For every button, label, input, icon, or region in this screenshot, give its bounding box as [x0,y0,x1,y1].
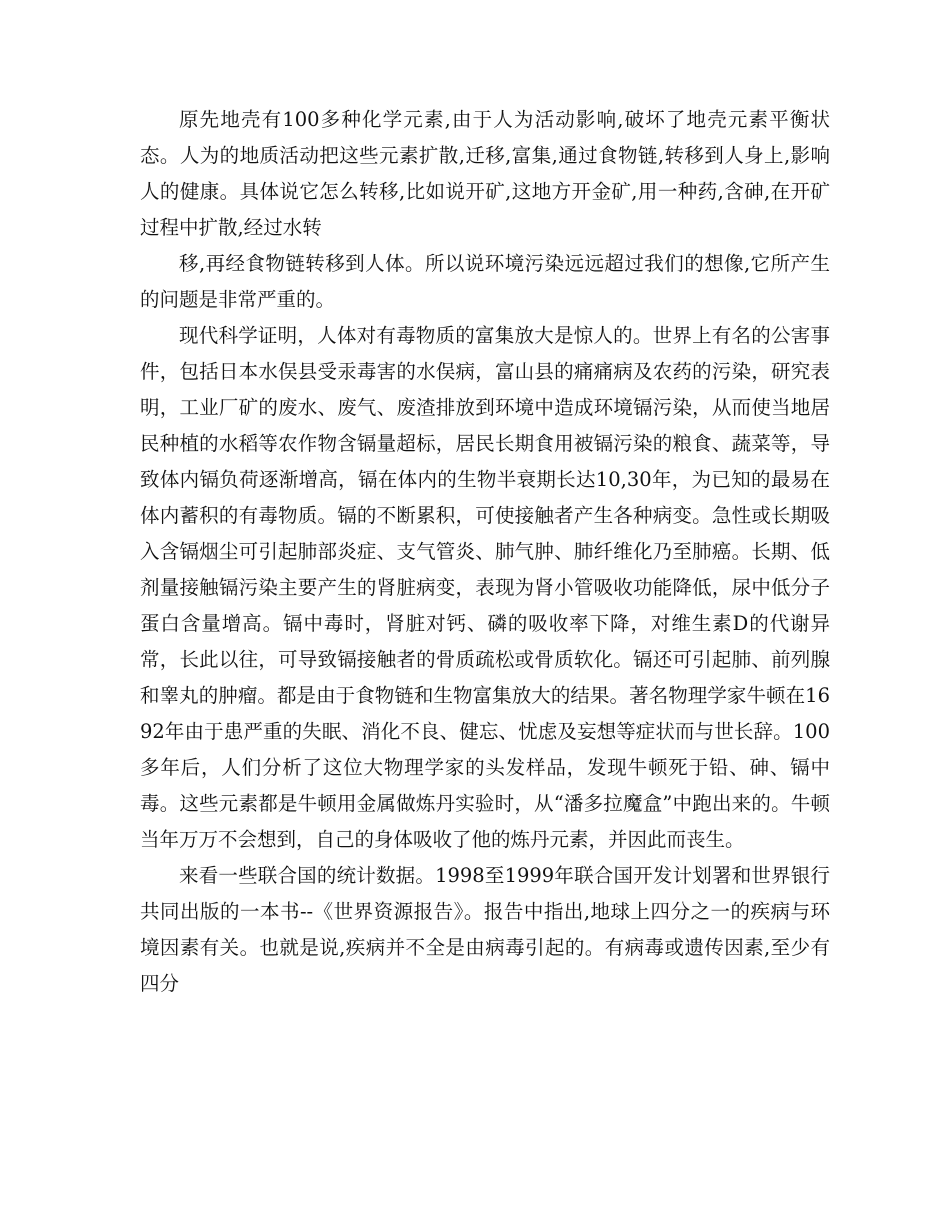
paragraph-2: 移,再经食物链转移到人体。所以说环境污染远远超过我们的想像,它所产生的问题是非常严重的。 [140,252,830,311]
paragraph-1: 原先地壳有100多种化学元素,由于人为活动影响,破坏了地壳元素平衡状态。人为的地质活动把这些元素扩散,迁移,富集,通过食物链,转移到人身上,影响人的健康。具体说它怎么转移,比如说开矿,这地方开金矿,用一种药,含砷,在开矿过程中扩散,经过水转 [140,108,830,239]
paragraph-3: 现代科学证明，人体对有毒物质的富集放大是惊人的。世界上有名的公害事件，包括日本水俣县受汞毒害的水俣病，富山县的痛痛病及农药的污染，研究表明，工业厂矿的废水、废气、废渣排放到环境中造成环境镉污染，从而使当地居民种植的水稻等农作物含镉量超标，居民长期食用被镉污染的粮食、蔬菜等，导致体内镉负荷逐渐增高，镉在体内的生物半衰期长达10,30年，为已知的最易在体内蓄积的有毒物质。镉的不断累积，可使接触者产生各种病变。急性或长期吸入含镉烟尘可引起肺部炎症、支气管炎、肺气肿、肺纤维化乃至肺癌。长期、低剂量接触镉污染主要产生的肾脏病变，表现为肾小管吸收功能降低，尿中低分子蛋白含量增高。镉中毒时，肾脏对钙、磷的吸收率下降，对维生素D的代谢异常，长此以往，可导致镉接触者的骨质疏松或骨质软化。镉还可引起肺、前列腺和睾丸的肿瘤。都是由于食物链和生物富集放大的结果。著名物理学家牛顿在1692年由于患严重的失眠、消化不良、健忘、忧虑及妄想等症状而与世长辞。100多年后，人们分析了这位大物理学家的头发样品，发现牛顿死于铅、砷、镉中毒。这些元素都是牛顿用金属做炼丹实验时，从“潘多拉魔盒”中跑出来的。牛顿当年万万不会想到，自己的身体吸收了他的炼丹元素，并因此而丧生。 [140,324,830,851]
document-body [140,102,830,1002]
paragraph-4: 来看一些联合国的统计数据。1998至1999年联合国开发计划署和世界银行共同出版的一本书--《世界资源报告》。报告中指出,地球上四分之一的疾病与环境因素有关。也就是说,疾病并不全是由病毒引起的。有病毒或遗传因素,至少有四分 [140,864,830,995]
